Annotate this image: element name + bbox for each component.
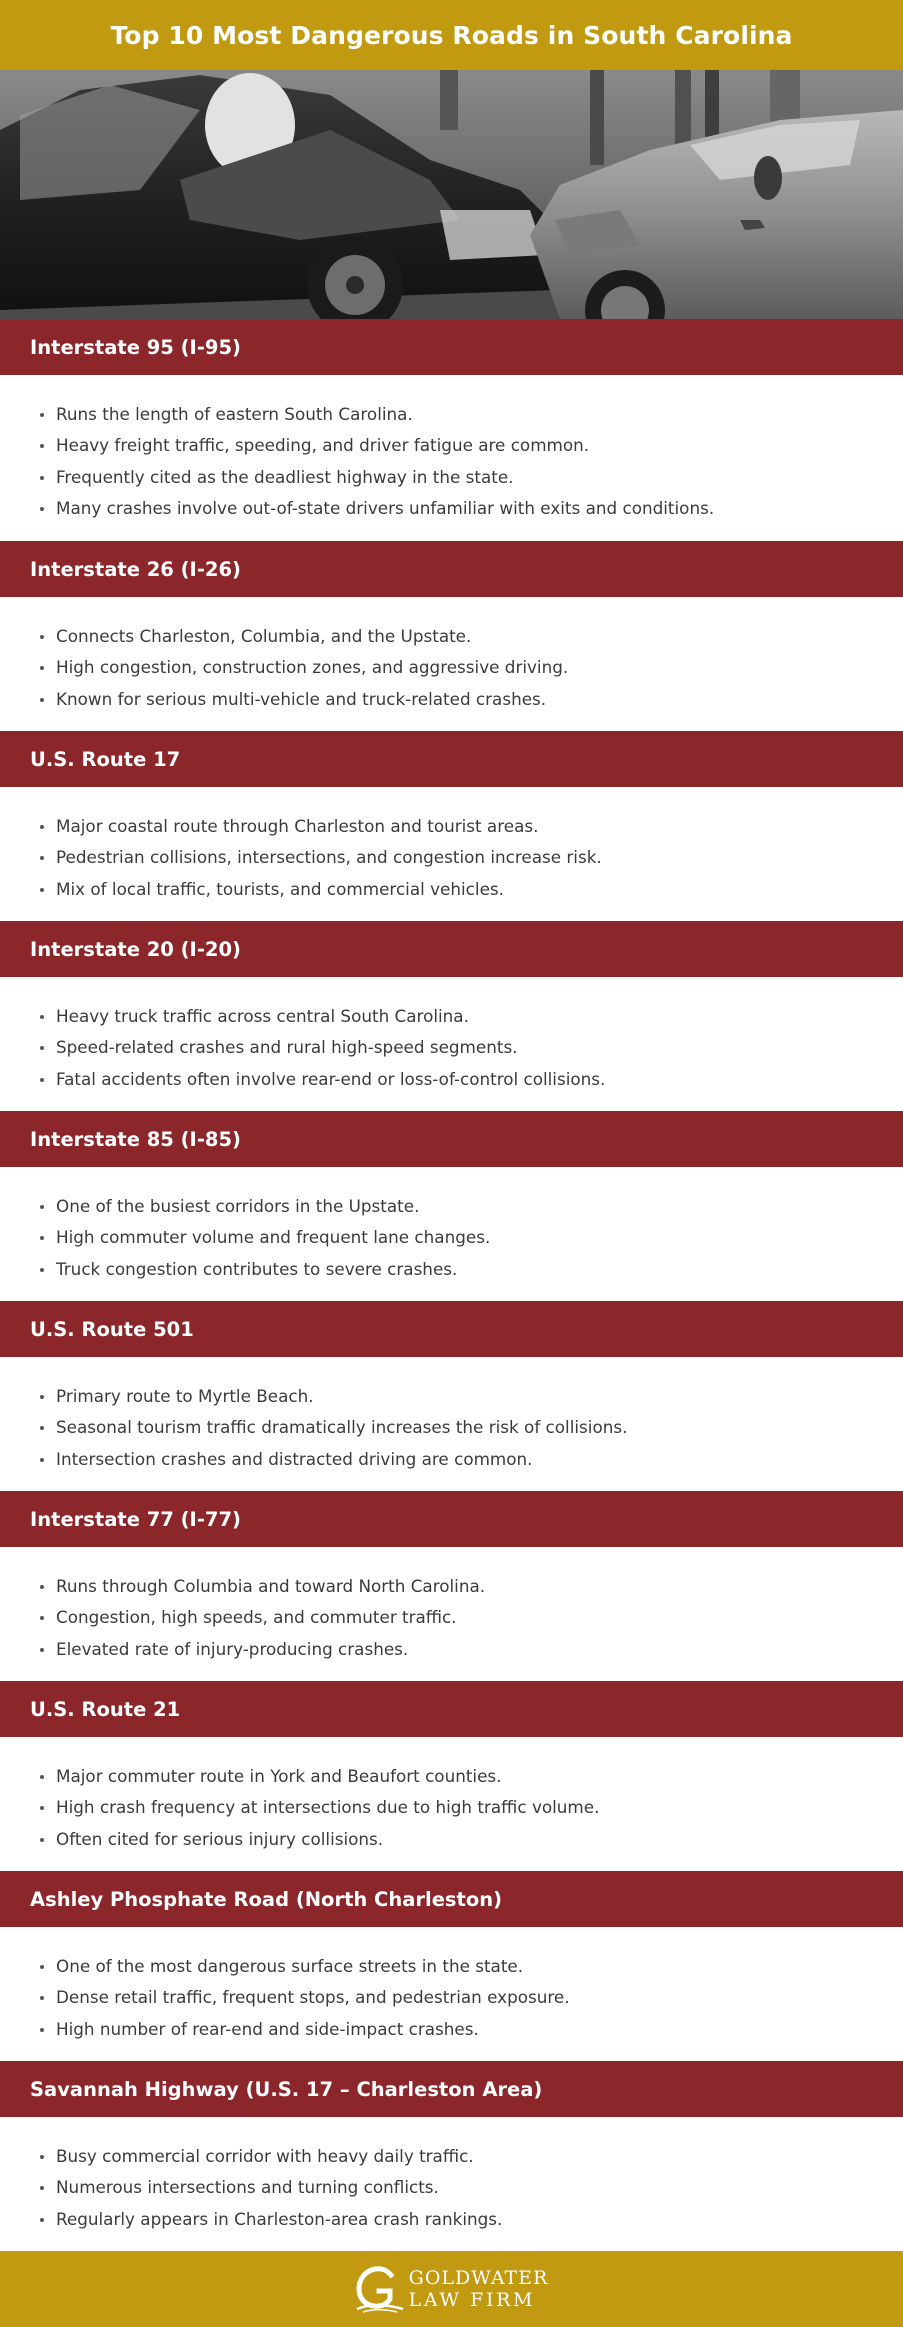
goldwater-logo[interactable] [355,2265,549,2313]
road-7-header [0,1491,903,1547]
list-item: Primary route to Myrtle Beach. [38,1381,873,1412]
road-8-bullets [38,1761,873,1855]
car-crash-photo [0,70,903,319]
list-item: Runs through Columbia and toward North Carolina. [38,1571,873,1602]
page-title: Top 10 Most Dangerous Roads in South Carolina [110,20,793,50]
road-10-heading: Savannah Highway (U.S. 17 – Charleston Area) [30,2077,543,2101]
list-item: Often cited for serious injury collisions. [38,1824,873,1855]
list-item: Regularly appears in Charleston-area crash rankings. [38,2204,873,2235]
list-item: Numerous intersections and turning conflicts. [38,2172,873,2203]
list-item: Heavy freight traffic, speeding, and driver fatigue are common. [38,430,873,461]
road-4-heading: Interstate 20 (I-20) [30,937,241,961]
brand-line-1: GOLDWATER [408,2266,549,2289]
road-3-body [0,787,903,921]
road-2-header [0,541,903,597]
road-10-body [0,2117,903,2251]
road-8-body [0,1737,903,1871]
road-3-bullets [38,811,873,905]
footer-bar [0,2251,903,2327]
list-item: Known for serious multi-vehicle and truck-related crashes. [38,684,873,715]
road-6-body [0,1357,903,1491]
list-item: Frequently cited as the deadliest highway in the state. [38,462,873,493]
list-item: Truck congestion contributes to severe crashes. [38,1254,873,1285]
goldwater-g-logo-icon [355,2265,405,2313]
road-9-header [0,1871,903,1927]
list-item: Mix of local traffic, tourists, and commercial vehicles. [38,874,873,905]
list-item: Busy commercial corridor with heavy daily traffic. [38,2141,873,2172]
road-9-body [0,1927,903,2061]
list-item: High crash frequency at intersections due to high traffic volume. [38,1792,873,1823]
list-item: One of the busiest corridors in the Upstate. [38,1191,873,1222]
road-9-bullets [38,1951,873,2045]
road-3-heading: U.S. Route 17 [30,747,181,771]
list-item: High number of rear-end and side-impact crashes. [38,2014,873,2045]
list-item: Speed-related crashes and rural high-speed segments. [38,1032,873,1063]
road-5-bullets [38,1191,873,1285]
road-2-bullets [38,621,873,715]
road-5-heading: Interstate 85 (I-85) [30,1127,241,1151]
road-1-bullets [38,399,873,524]
road-4-header [0,921,903,977]
list-item: Heavy truck traffic across central South Carolina. [38,1001,873,1032]
list-item: Connects Charleston, Columbia, and the Upstate. [38,621,873,652]
list-item: Elevated rate of injury-producing crashes. [38,1634,873,1665]
list-item: Major commuter route in York and Beaufort counties. [38,1761,873,1792]
road-5-body [0,1167,903,1301]
list-item: Dense retail traffic, frequent stops, and pedestrian exposure. [38,1982,873,2013]
hero-image [0,70,903,319]
list-item: Fatal accidents often involve rear-end or loss-of-control collisions. [38,1064,873,1095]
road-1-header [0,319,903,375]
road-4-body [0,977,903,1111]
road-7-heading: Interstate 77 (I-77) [30,1507,241,1531]
road-6-header [0,1301,903,1357]
road-2-body [0,597,903,731]
list-item: Seasonal tourism traffic dramatically increases the risk of collisions. [38,1412,873,1443]
road-2-heading: Interstate 26 (I-26) [30,557,241,581]
list-item: Pedestrian collisions, intersections, and congestion increase risk. [38,842,873,873]
list-item: Many crashes involve out-of-state drivers unfamiliar with exits and conditions. [38,493,873,524]
list-item: Major coastal route through Charleston and tourist areas. [38,811,873,842]
list-item: High commuter volume and frequent lane changes. [38,1222,873,1253]
list-item: Congestion, high speeds, and commuter traffic. [38,1602,873,1633]
road-4-bullets [38,1001,873,1095]
road-7-bullets [38,1571,873,1665]
road-8-heading: U.S. Route 21 [30,1697,181,1721]
list-item: Intersection crashes and distracted driving are common. [38,1444,873,1475]
brand-line-2: LAW FIRM [408,2288,536,2311]
road-10-bullets [38,2141,873,2235]
road-3-header [0,731,903,787]
road-9-heading: Ashley Phosphate Road (North Charleston) [30,1887,503,1911]
road-7-body [0,1547,903,1681]
logo-text [408,2266,549,2311]
road-1-heading: Interstate 95 (I-95) [30,335,241,359]
road-6-bullets [38,1381,873,1475]
title-bar [0,0,903,70]
road-6-heading: U.S. Route 501 [30,1317,194,1341]
road-10-header [0,2061,903,2117]
list-item: One of the most dangerous surface streets in the state. [38,1951,873,1982]
road-8-header [0,1681,903,1737]
road-1-body [0,375,903,541]
list-item: High congestion, construction zones, and aggressive driving. [38,652,873,683]
road-5-header [0,1111,903,1167]
list-item: Runs the length of eastern South Carolina. [38,399,873,430]
